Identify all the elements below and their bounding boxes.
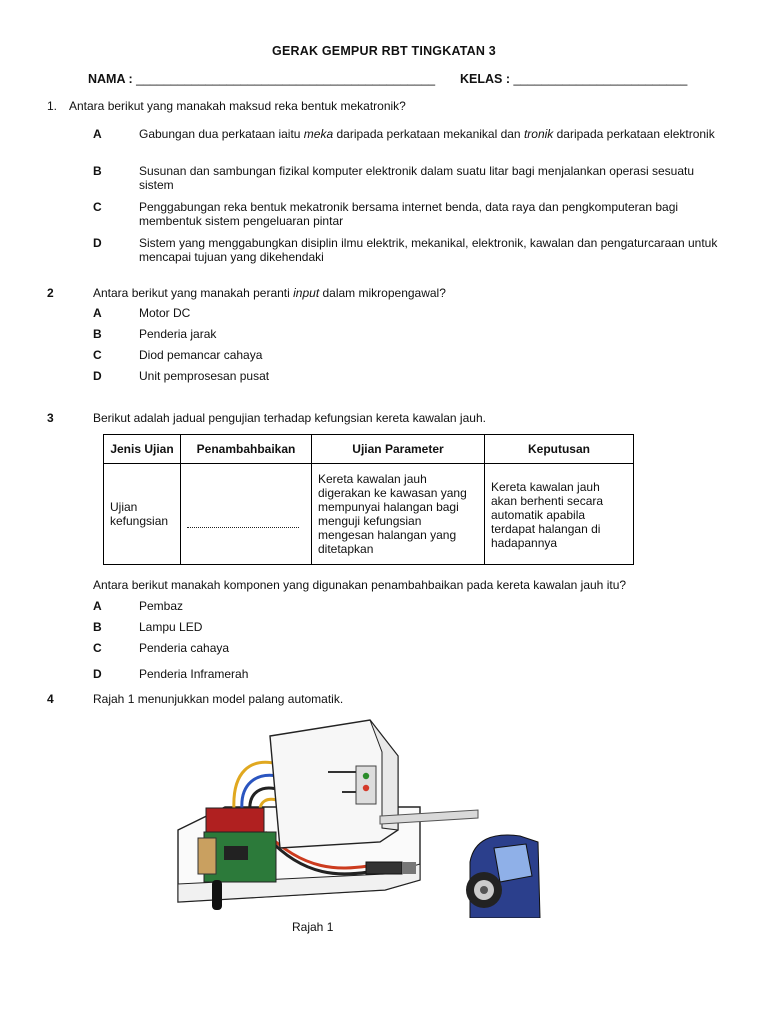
q1-a-emphasis-meka: meka xyxy=(303,127,334,141)
q3-option-c-letter: C xyxy=(93,641,102,655)
q2-option-c-text[interactable]: Diod pemancar cahaya xyxy=(139,348,263,362)
question-2-text xyxy=(93,286,446,300)
q1-option-b-text[interactable]: Susunan dan sambungan fizikal komputer elektronik dalam suatu litar bagi menjalankan operasi sesuatu sistem xyxy=(139,164,694,192)
kelas-field[interactable]: _________________________ xyxy=(513,72,688,86)
question-1-number: 1. xyxy=(47,99,58,113)
q2-option-a-letter: A xyxy=(93,306,102,320)
nama-label: NAMA : xyxy=(88,72,133,86)
q1-option-c-text[interactable]: Penggabungan reka bentuk mekatronik bersama internet benda, data raya dan pengkomputeran bagi membentuk sistem pengeluaran pintar xyxy=(139,200,679,228)
table-header-jenis-ujian: Jenis Ujian xyxy=(104,435,181,464)
question-3-number: 3 xyxy=(47,411,54,425)
infrared-sensor xyxy=(366,862,416,874)
nama-line xyxy=(88,72,435,86)
table-row xyxy=(104,464,634,565)
table-header-keputusan: Keputusan xyxy=(485,435,634,464)
q1-option-d-letter: D xyxy=(93,236,102,250)
question-4-text: Rajah 1 menunjukkan model palang automatik. xyxy=(93,692,344,706)
q1-option-b-letter: B xyxy=(93,164,102,178)
blank-answer-line[interactable] xyxy=(187,526,299,528)
q3-option-d-text[interactable]: Penderia Inframerah xyxy=(139,667,249,681)
q3-option-a-text[interactable]: Pembaz xyxy=(139,599,184,613)
table-cell-penambahbaikan[interactable] xyxy=(181,464,312,565)
table-cell-keputusan: Kereta kawalan jauh akan berhenti secara automatik apabila terdapat halangan di hadapannya xyxy=(485,464,634,565)
q2-option-a-text[interactable]: Motor DC xyxy=(139,306,191,320)
question-3-question: Antara berikut manakah komponen yang digunakan penambahbaikan pada kereta kawalan jauh itu? xyxy=(93,578,627,592)
q3-option-b-text[interactable]: Lampu LED xyxy=(139,620,203,634)
q1-a-part2: daripada perkataan mekanikal dan xyxy=(333,127,524,141)
kelas-line xyxy=(460,72,687,86)
table-cell-ujian-parameter: Kereta kawalan jauh digerakan ke kawasan yang mempunyai halangan bagi menguji kefungsian mengesan halangan yang ditetapkan xyxy=(312,464,485,565)
q3-option-a-letter: A xyxy=(93,599,102,613)
table-header-penambahbaikan: Penambahbaikan xyxy=(181,435,312,464)
test-table xyxy=(103,434,634,565)
question-3-text: Berikut adalah jadual pengujian terhadap kefungsian kereta kawalan jauh. xyxy=(93,411,486,425)
q1-option-a-letter: A xyxy=(93,127,102,141)
page-title: GERAK GEMPUR RBT TINGKATAN 3 xyxy=(272,44,496,58)
question-2-number: 2 xyxy=(47,286,54,300)
q2-text-part1: Antara berikut yang manakah peranti xyxy=(93,286,294,300)
q2-option-d-letter: D xyxy=(93,369,102,383)
q3-option-d-letter: D xyxy=(93,667,102,681)
q1-a-part1: Gabungan dua perkataan iaitu xyxy=(139,127,304,141)
question-4-number: 4 xyxy=(47,692,54,706)
q1-option-a-text[interactable] xyxy=(139,127,724,141)
q2-emphasis-input: input xyxy=(293,286,320,300)
table-header-row xyxy=(104,435,634,464)
kelas-label: KELAS : xyxy=(460,72,510,86)
nama-field[interactable]: ___________________________________________ xyxy=(136,72,436,86)
toy-car xyxy=(466,835,542,918)
q2-option-c-letter: C xyxy=(93,348,102,362)
q3-option-b-letter: B xyxy=(93,620,102,634)
table-cell-jenis-ujian: Ujian kefungsian xyxy=(104,464,181,565)
q1-a-emphasis-tronik: tronik xyxy=(523,127,554,141)
barrier-model-figure xyxy=(170,712,542,918)
figure-caption: Rajah 1 xyxy=(292,920,334,934)
q3-option-c-text[interactable]: Penderia cahaya xyxy=(139,641,230,655)
servo-housing xyxy=(270,720,398,848)
question-1-text: Antara berikut yang manakah maksud reka bentuk mekatronik? xyxy=(69,99,406,113)
table-header-ujian-parameter: Ujian Parameter xyxy=(312,435,485,464)
q2-option-b-text[interactable]: Penderia jarak xyxy=(139,327,217,341)
q1-option-d-text[interactable]: Sistem yang menggabungkan disiplin ilmu elektrik, mekanikal, elektronik, kawalan dan pengaturcaraan untuk mencapai tujuan yang dikehendaki xyxy=(139,236,718,264)
q1-option-c-letter: C xyxy=(93,200,102,214)
q2-option-d-text[interactable]: Unit pemprosesan pusat xyxy=(139,369,270,383)
q2-option-b-letter: B xyxy=(93,327,102,341)
q1-a-part3: daripada perkataan elektronik xyxy=(553,127,715,141)
q2-text-part2: dalam mikropengawal? xyxy=(319,286,446,300)
